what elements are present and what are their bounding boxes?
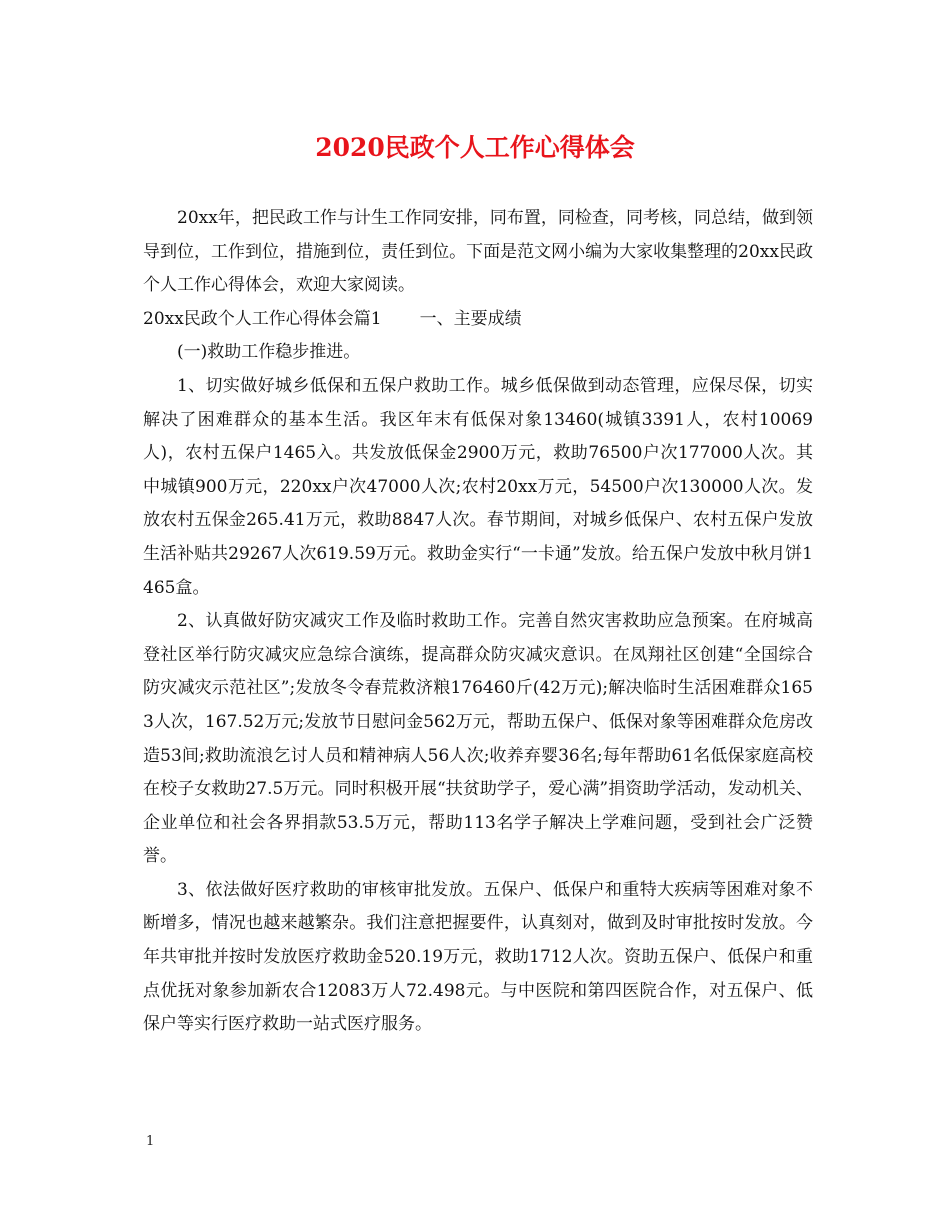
section-heading-title: 20xx民政个人工作心得体会篇1 — [143, 308, 382, 329]
paragraph-3: 3、依法做好医疗救助的审核审批发放。五保户、低保户和重特大疾病等困难对象不断增多，情况也越来越繁杂。我们注意把握要件，认真刻对，做到及时审批按时发放。今年共审批并按时发放医疗救助金520.19万元，救助1712人次。资助五保户、低保户和重点优抚对象参加新农合12083万人72.498元。与中医院和第四医院合作，对五保户、低保户等实行医疗救助一站式医疗服务。 — [143, 879, 813, 1035]
paragraph-1: 1、切实做好城乡低保和五保户救助工作。城乡低保做到动态管理，应保尽保，切实解决了困难群众的基本生活。我区年末有低保对象13460(城镇3391人，农村10069人)，农村五保户1465入。共发放低保金2900万元，救助76500户次177000人次。其中城镇900万元，220xx户次47000人次;农村20xx万元，54500户次130000人次。发放农村五保金265.41万元，救助8847人次。春节期间，对城乡低保户、农村五保户发放生活补贴共29267人次619.59万元。救助金实行“一卡通”发放。给五保户发放中秋月饼1465盒。 — [143, 375, 813, 598]
page-number: 1 — [146, 1134, 155, 1149]
section-heading-subtitle: 一、主要成绩 — [419, 308, 522, 329]
document-body — [143, 202, 813, 1042]
intro-paragraph: 20xx年，把民政工作与计生工作同安排，同布置，同检查，同考核，同总结，做到领导到位，工作到位，措施到位，责任到位。下面是范文网小编为大家收集整理的20xx民政个人工作心得体会，欢迎大家阅读。 — [143, 208, 813, 296]
paragraph-2: 2、认真做好防灾减灾工作及临时救助工作。完善自然灾害救助应急预案。在府城高登社区举行防灾减灾应急综合演练，提高群众防灾减灾意识。在凤翔社区创建“全国综合防灾减灾示范社区”;发放冬令春荒救济粮176460斤(42万元);解决临时生活困难群众1653人次，167.52万元;发放节日慰问金562万元，帮助五保户、低保对象等困难群众危房改造53间;救助流浪乞讨人员和精神病人56人次;收养弃婴36名;每年帮助61名低保家庭高校在校子女救助27.5万元。同时积极开展“扶贫助学子，爱心满”捐资助学活动，发动机关、企业单位和社会各界捐款53.5万元，帮助113名学子解决上学难问题，受到社会广泛赞誉。 — [143, 611, 813, 867]
document-title: 2020民政个人工作心得体会 — [315, 133, 635, 162]
section-heading — [143, 303, 813, 337]
subheading: (一)救助工作稳步推进。 — [177, 342, 361, 363]
